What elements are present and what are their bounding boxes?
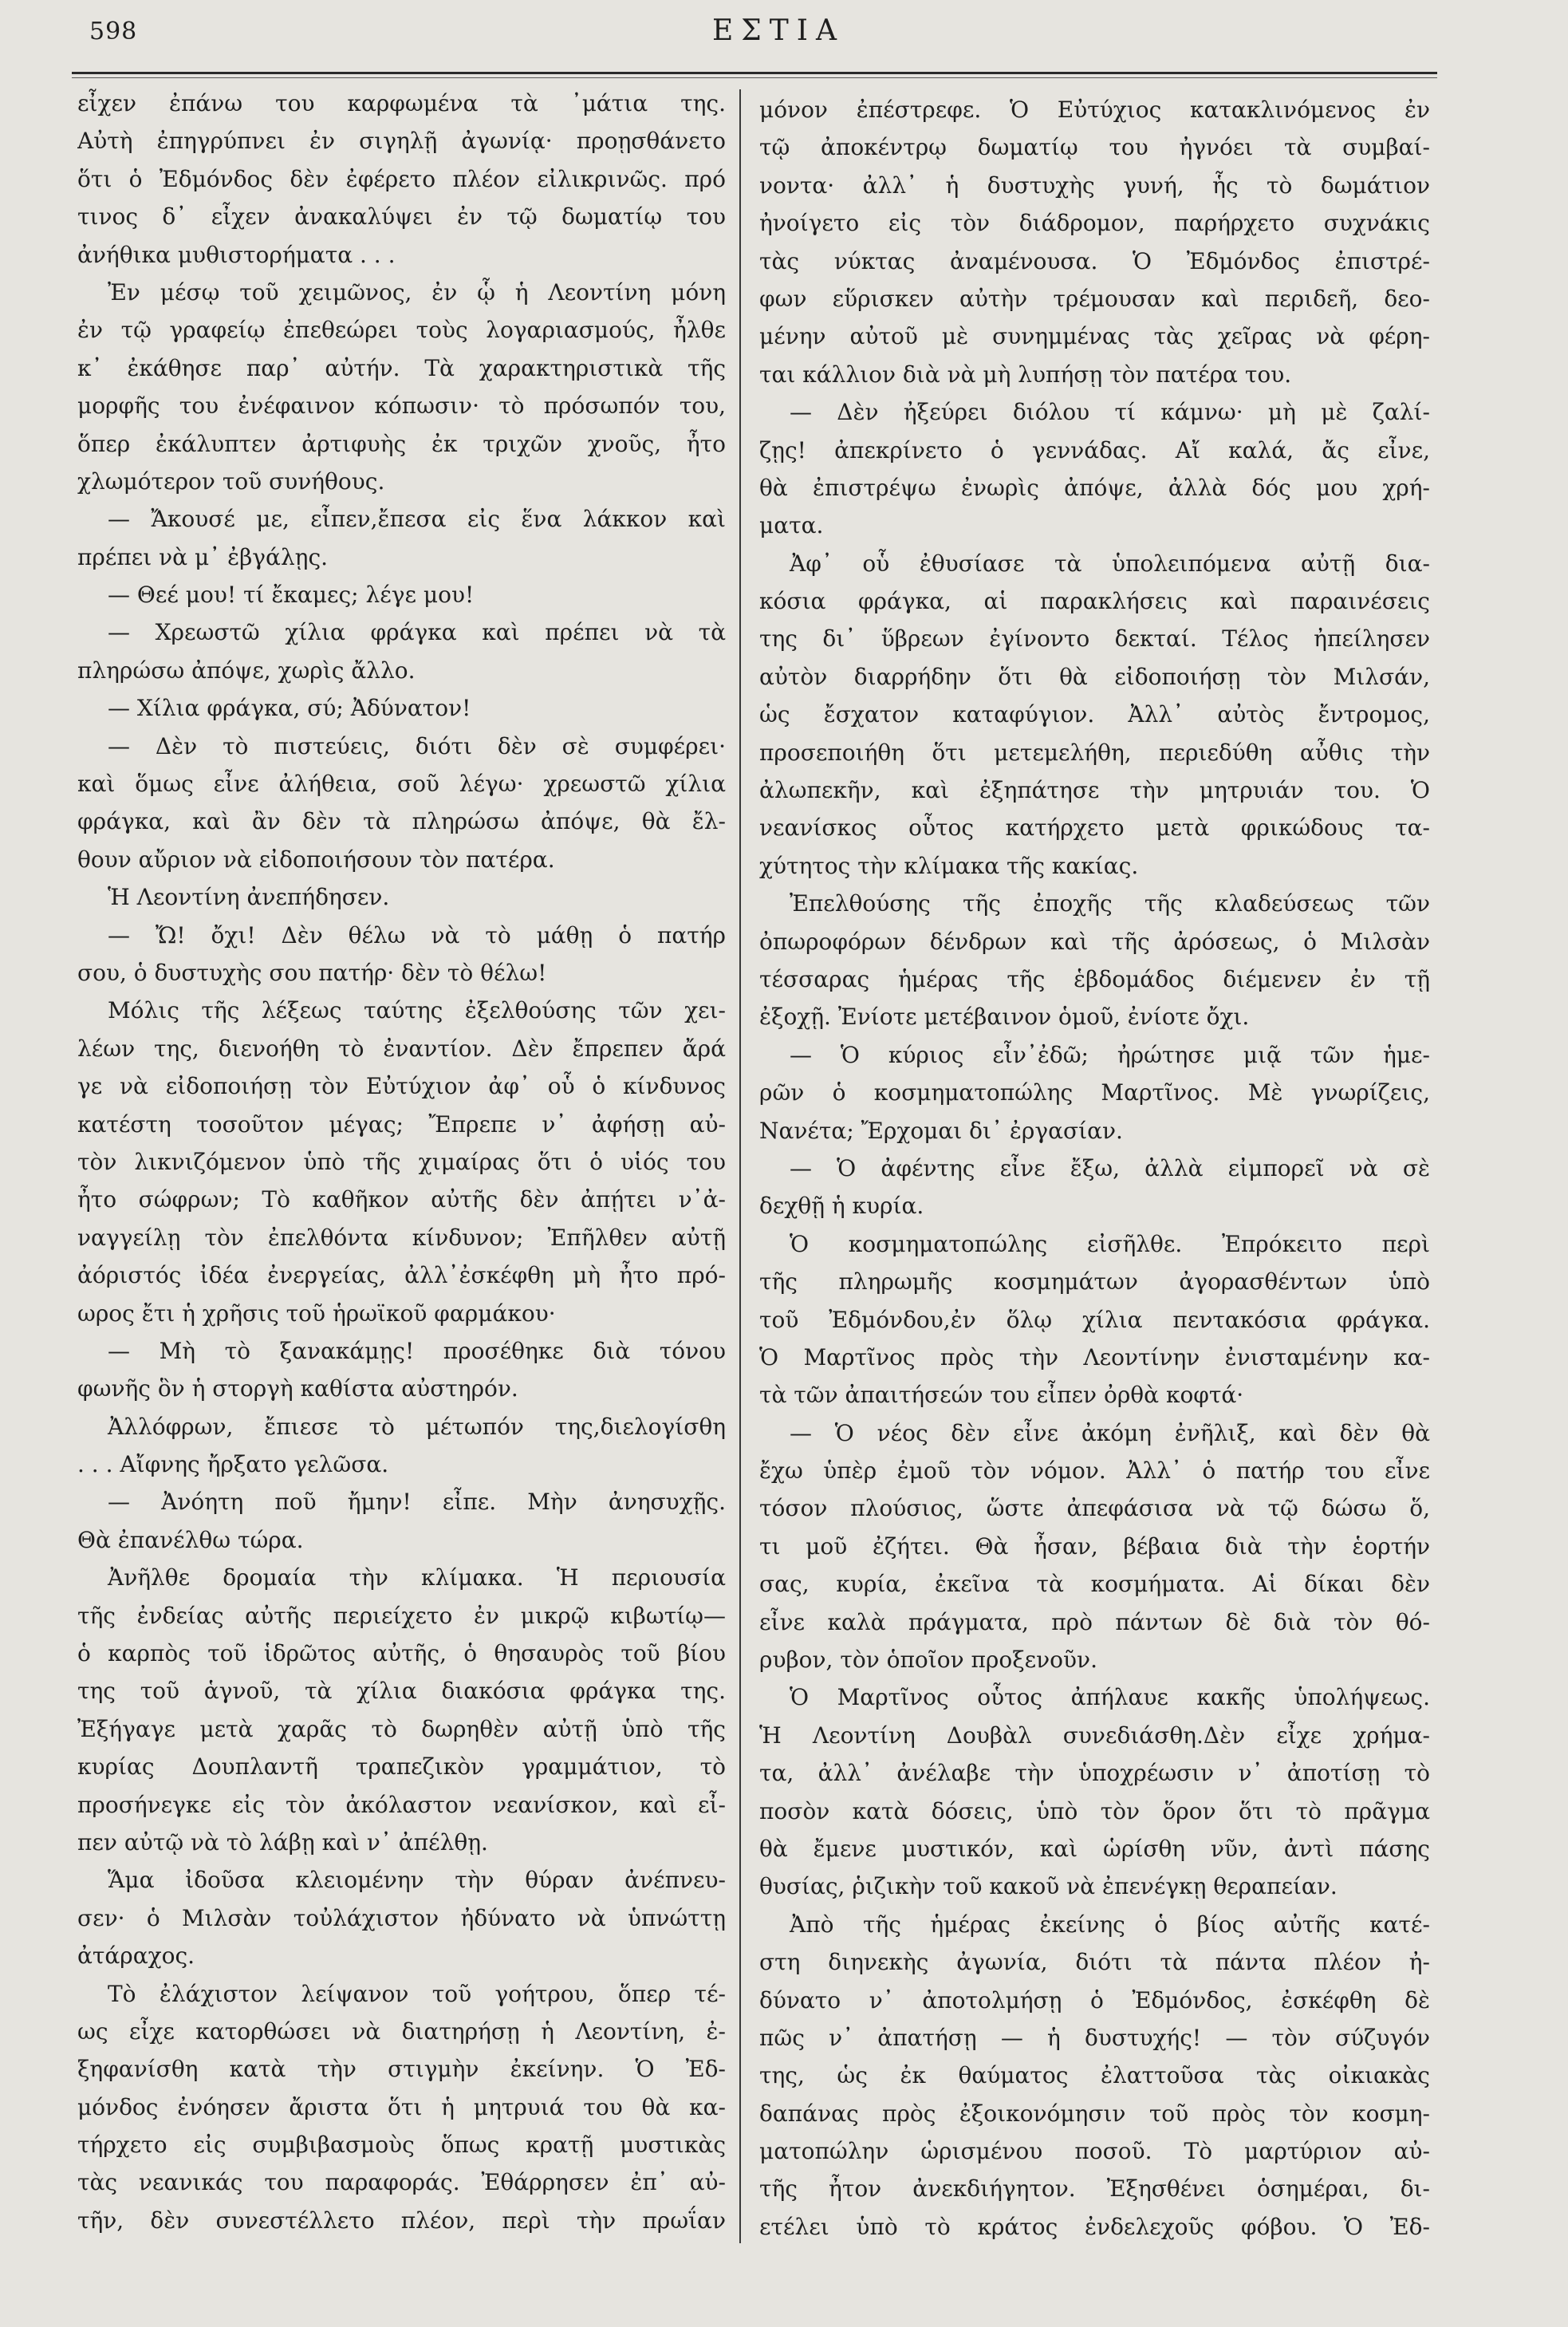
paragraph: [759, 393, 1430, 545]
text-line: της, ὡς ἐκ θαύματος ἐλαττοῦσα τὰς οἰκιακὰς: [759, 2062, 1430, 2089]
text-line: ποσὸν κατὰ δόσεις, ὑπὸ τὸν ὅρον ὅτι τὸ πρᾶγμα: [759, 1797, 1430, 1824]
paragraph: [77, 576, 726, 613]
paragraph: [77, 728, 726, 879]
paragraph: [77, 613, 726, 689]
paragraph: [759, 1414, 1430, 1679]
text-line: σου, ὁ δυστυχὴς σου πατήρ· δὲν τὸ θέλω!: [77, 959, 547, 986]
text-line: μένην αὐτοῦ μὲ συνημμένας τὰς χεῖρας νὰ φέρη-: [759, 323, 1430, 350]
text-line: ματα.: [759, 512, 824, 539]
text-line: ἠνοίγετο εἰς τὸν διάδρομον, παρήρχετο συχνάκις: [759, 210, 1430, 237]
paragraph: [77, 689, 726, 727]
text-line: κόσια φράγκα, αἱ παρακλήσεις καὶ παραινέσεις: [759, 588, 1430, 615]
right-column: [759, 91, 1430, 2253]
text-line: κυρίας Δουπλαντῆ τραπεζικὸν γραμμάτιον, τὸ: [77, 1753, 726, 1781]
header-rule-thin: [72, 77, 1437, 78]
text-line: Ἅμα ἰδοῦσα κλειομένην τὴν θύραν ἀνέπνευ-: [108, 1867, 726, 1894]
text-line: ὡς ἔσχατον καταφύγιον. Ἀλλ᾽ αὐτὸς ἔντρομος,: [759, 701, 1430, 728]
text-line: σας, κυρία, ἐκεῖνα τὰ κοσμήματα. Αἱ δίκαι δὲν: [759, 1571, 1430, 1598]
paragraph: [77, 1975, 726, 2240]
text-line: δεχθῇ ἡ κυρία.: [759, 1193, 924, 1220]
text-line: ὅπερ ἐκάλυπτεν ἀρτιφυὴς ἐκ τριχῶν χνοῦς, ἦτο: [77, 430, 726, 457]
text-line: της τοῦ ἁγνοῦ, τὰ χίλια διακόσια φράγκα της.: [77, 1678, 726, 1705]
text-line: Ἀνῆλθε δρομαία τὴν κλίμακα. Ἡ περιουσία: [108, 1564, 726, 1591]
text-line: δύνατο ν᾽ ἀποτολμήσῃ ὁ Ἐδμόνδος, ἐσκέφθη δὲ: [759, 1986, 1430, 2013]
text-line: νεανίσκος οὗτος κατήρχετο μετὰ φρικώδους τα-: [759, 814, 1430, 842]
paragraph: [77, 1559, 726, 1861]
text-line: καὶ ὅμως εἶνε ἀλήθεια, σοῦ λέγω· χρεωστῶ χίλια: [77, 771, 726, 798]
text-line: τὰ τῶν ἀπαιτήσεών του εἶπεν ὀρθὰ κοφτά·: [759, 1382, 1244, 1409]
text-line: Ἀπὸ τῆς ἡμέρας ἐκείνης ὁ βίος αὐτῆς κατέ-: [790, 1911, 1430, 1938]
paragraph: [759, 1678, 1430, 1905]
paragraph: [77, 500, 726, 576]
paragraph: [759, 1150, 1430, 1225]
text-line: ἀτάραχος.: [77, 1942, 195, 1970]
text-line: φράγκα, καὶ ἂν δὲν τὰ πληρώσω ἀπόψε, θὰ ἔλ-: [77, 808, 726, 835]
page-number: 598: [89, 18, 138, 45]
text-line: — Μὴ τὸ ξανακάμῃς! προσέθηκε διὰ τόνου: [108, 1337, 726, 1364]
text-line: τὰς νύκτας ἀναμένουσα. Ὁ Ἐδμόνδος ἐπιστρέ-: [759, 247, 1430, 274]
text-line: ως εἶχε κατορθώσει νὰ διατηρήσῃ ἡ Λεοντίνη, ἐ-: [77, 2017, 726, 2045]
text-line: θὰ ἔμενε μυστικόν, καὶ ὡρίσθη νῦν, ἀντὶ πάσης: [759, 1835, 1430, 1862]
text-line: τῷ ἀποκέντρῳ δωματίῳ του ἠγνόει τὰ συμβαί-: [759, 134, 1430, 161]
paragraph: [759, 1225, 1430, 1414]
text-line: τῆς ἐνδείας αὐτῆς περιείχετο ἐν μικρῷ κιβωτίῳ—: [77, 1602, 726, 1629]
text-line: ται κάλλιον διὰ νὰ μὴ λυπήσῃ τὸν πατέρα του.: [759, 361, 1292, 388]
text-line: — Θεέ μου! τί ἔκαμες; λέγε μου!: [108, 582, 475, 609]
text-line: ὁ καρπὸς τοῦ ἱδρῶτος αὐτῆς, ὁ θησαυρὸς τοῦ βίου: [77, 1640, 726, 1667]
text-line: εἶνε καλὰ πράγματα, πρὸ πάντων δὲ διὰ τὸν θό-: [759, 1608, 1430, 1635]
text-line: χλωμότερον τοῦ συνήθους.: [77, 467, 385, 495]
text-line: νοντα· ἀλλ᾽ ἡ δυστυχὴς γυνή, ἧς τὸ δωμάτιον: [759, 172, 1430, 199]
text-line: ζῃς! ἀπεκρίνετο ὁ γεννάδας. Αἴ καλά, ἄς εἶνε,: [759, 436, 1430, 463]
text-line: ναγγείλῃ τὸν ἐπελθόντα κίνδυνον; Ἐπῆλθεν αὐτῇ: [77, 1224, 726, 1251]
text-line: γε νὰ εἰδοποιήσῃ τὸν Εὐτύχιον ἀφ᾽ οὗ ὁ κίνδυνος: [77, 1073, 726, 1100]
text-line: ἀόριστός ἰδέα ἐνεργείας, ἀλλ᾽ἐσκέφθη μὴ ἦτο πρό-: [77, 1262, 726, 1289]
text-line: λέων της, διενοήθη τὸ ἐναντίον. Δὲν ἔπρεπεν ἄρά: [77, 1035, 726, 1062]
text-line: Ἐν μέσῳ τοῦ χειμῶνος, ἐν ᾧ ἡ Λεοντίνη μόνη: [108, 278, 726, 306]
text-line: μόνδος ἐνόησεν ἄριστα ὅτι ἡ μητρυιά του θὰ κα-: [77, 2093, 726, 2120]
text-line: πῶς ν᾽ ἀπατήσῃ — ἡ δυστυχής! — τὸν σύζυγόν: [759, 2024, 1430, 2051]
text-line: τα, ἀλλ᾽ ἀνέλαβε τὴν ὑποχρέωσιν ν᾽ ἀποτίσῃ τὸ: [759, 1760, 1430, 1787]
text-line: εἶχεν ἐπάνω του καρφωμένα τὰ ᾽μάτια της.: [77, 90, 726, 116]
text-line: Μόλις τῆς λέξεως ταύτης ἐξελθούσης τῶν χει-: [108, 997, 726, 1024]
text-line: . . . Αἴφνης ἤρξατο γελῶσα.: [77, 1451, 389, 1478]
paragraph: [77, 1483, 726, 1559]
text-line: ματοπώλην ὡρισμένου ποσοῦ. Τὸ μαρτύριον αὐ-: [759, 2138, 1430, 2165]
text-line: τόσον πλούσιος, ὥστε ἀπεφάσισα νὰ τῷ δώσω ὅ,: [759, 1495, 1430, 1522]
text-line: τὰς νεανικάς του παραφοράς. Ἐθάρρησεν ἐπ᾽ αὐ-: [77, 2169, 726, 2196]
text-line: ἦτο σώφρων; Τὸ καθῆκον αὐτῆς δὲν ἀπῄτει ν᾽ἀ-: [77, 1186, 726, 1213]
text-line: κ᾽ ἐκάθησε παρ᾽ αὐτήν. Τὰ χαρακτηριστικὰ τῆς: [77, 354, 726, 381]
text-line: ἐξοχῇ. Ἐνίοτε μετέβαινον ὁμοῦ, ἐνίοτε ὄχι.: [759, 1004, 1250, 1031]
text-line: Ὁ Μαρτῖνος οὗτος ἀπήλαυε κακῆς ὑπολήψεως.: [790, 1684, 1430, 1711]
text-line: τήρχετο εἰς συμβιβασμοὺς ὅπως κρατῇ μυστικὰς: [77, 2132, 726, 2159]
text-line: — Ὁ κύριος εἶν᾽ἐδῶ; ἠρώτησε μιᾷ τῶν ἡμε-: [790, 1041, 1430, 1068]
text-line: θὰ ἐπιστρέψω ἐνωρὶς ἀπόψε, ἀλλὰ δός μου χρή-: [759, 474, 1430, 501]
text-line: προσήνεγκε εἰς τὸν ἀκόλαστον νεανίσκον, καὶ εἶ-: [77, 1791, 726, 1818]
text-line: — Δὲν τὸ πιστεύεις, διότι δὲν σὲ συμφέρει·: [108, 732, 726, 759]
paragraph: [759, 1906, 1430, 2246]
text-line: δαπάνας πρὸς ἐξοικονόμησιν τοῦ πρὸς τὸν κοσμη-: [759, 2100, 1430, 2127]
paragraph: [759, 885, 1430, 1036]
paragraph: [77, 917, 726, 992]
text-line: — Ὤ! ὄχι! Δὲν θέλω νὰ τὸ μάθῃ ὁ πατήρ: [108, 921, 726, 949]
text-line: τὸν λικνιζόμενον ὑπὸ τῆς χιμαίρας ὅτι ὁ υἱός του: [77, 1148, 726, 1175]
text-line: τῆς πληρωμῆς κοσμημάτων ἀγορασθέντων ὑπὸ: [759, 1268, 1430, 1296]
text-line: ἀλωπεκῆν, καὶ ἐξηπάτησε τὴν μητρυιάν του. Ὁ: [759, 777, 1430, 804]
text-line: στη διηνεκὴς ἀγωνία, διότι τὰ πάντα πλέον ἠ-: [759, 1949, 1430, 1976]
left-column: [77, 85, 726, 2246]
text-line: μορφῆς του ἐνέφαινον κόπωσιν· τὸ πρόσωπόν του,: [77, 392, 726, 420]
text-line: Ἡ Λεοντίνη Δουβὰλ συνεδιάσθη.Δὲν εἶχε χρήμα-: [759, 1722, 1430, 1749]
text-line: τοῦ Ἐδμόνδου,ἐν ὅλῳ χίλια πεντακόσια φράγκα.: [759, 1306, 1430, 1333]
paragraph: [759, 545, 1430, 885]
text-line: Ἡ Λεοντίνη ἀνεπήδησεν.: [108, 884, 390, 911]
paragraph: [77, 85, 726, 274]
text-line: θουν αὔριον νὰ εἰδοποιήσουν τὸν πατέρα.: [77, 846, 555, 873]
text-line: κατέστη τοσοῦτον μέγας; Ἔπρεπε ν᾽ ἀφήσῃ αὐ-: [77, 1110, 726, 1138]
text-line: πεν αὐτῷ νὰ τὸ λάβῃ καὶ ν᾽ ἀπέλθῃ.: [77, 1828, 488, 1856]
text-line: τῆν, δὲν συνεστέλλετο πλέον, περὶ τὴν πρωΐαν: [77, 2207, 726, 2234]
text-line: αὐτὸν διαρρήδην ὅτι θὰ εἰδοποιήσῃ τὸν Μιλσάν,: [759, 663, 1430, 690]
paragraph: [77, 878, 726, 916]
text-line: — Ἀνόητη ποῦ ἤμην! εἶπε. Μὴν ἀνησυχῇς.: [108, 1489, 726, 1516]
paragraph: [77, 1861, 726, 1974]
text-line: Τὸ ἐλάχιστον λείψανον τοῦ γοήτρου, ὅπερ τέ-: [108, 1980, 726, 2007]
column-divider: [739, 89, 741, 2243]
text-line: ωρος ἔτι ἡ χρῆσις τοῦ ἡρωϊκοῦ φαρμάκου·: [77, 1300, 556, 1327]
text-line: ρῶν ὁ κοσμηματοπώλης Μαρτῖνος. Μὲ γνωρίζεις,: [759, 1079, 1430, 1106]
text-line: της δι᾽ ὕβρεων ἐγίνοντο δεκταί. Τέλος ἠπείλησεν: [759, 625, 1430, 653]
text-line: — Χρεωστῶ χίλια φράγκα καὶ πρέπει νὰ τὰ: [108, 619, 726, 646]
paragraph: [759, 91, 1430, 393]
text-line: τινος δ᾽ εἶχεν ἀνακαλύψει ἐν τῷ δωματίῳ του: [77, 203, 726, 231]
text-line: Ὁ Μαρτῖνος πρὸς τὴν Λεοντίνην ἐνισταμένην κα-: [759, 1343, 1430, 1371]
text-line: θυσίας, ῥιζικὴν τοῦ κακοῦ νὰ ἐπενέγκῃ θεραπείαν.: [759, 1873, 1338, 1900]
text-line: Θὰ ἐπανέλθω τώρα.: [77, 1526, 304, 1553]
text-line: μόνον ἐπέστρεφε. Ὁ Εὐτύχιος κατακλινόμενος ἐν: [759, 97, 1430, 123]
text-line: Ὁ κοσμηματοπώλης εἰσῆλθε. Ἐπρόκειτο περὶ: [790, 1230, 1430, 1257]
header-rule: [72, 72, 1437, 74]
text-line: — Ὁ νέος δὲν εἶνε ἀκόμη ἐνῆλιξ, καὶ δὲν θὰ: [790, 1419, 1430, 1446]
text-line: ρυβον, τὸν ὁποῖον προξενοῦν.: [759, 1647, 1097, 1674]
text-line: ἀνήθικα μυθιστορήματα . . .: [77, 241, 396, 268]
text-line: ξηφανίσθη κατὰ τὴν στιγμὴν ἐκείνην. Ὁ Ἐδ-: [77, 2056, 726, 2083]
journal-title: ΕΣΤΙΑ: [712, 14, 845, 47]
text-line: ὀπωροφόρων δένδρων καὶ τῆς ἀρόσεως, ὁ Μιλσὰν: [759, 928, 1430, 955]
text-line: — Δὲν ἠξεύρει διόλου τί κάμνω· μὴ μὲ ζαλί-: [790, 399, 1430, 426]
text-line: ὅτι ὁ Ἐδμόνδος δὲν ἐφέρετο πλέον εἰλικρινῶς. πρό: [77, 165, 726, 192]
text-line: Νανέτα; Ἔρχομαι δι᾽ ἐργασίαν.: [759, 1117, 1123, 1144]
text-line: ἐν τῷ γραφείῳ ἐπεθεώρει τοὺς λογαριασμούς, ἦλθε: [77, 317, 726, 344]
text-line: τέσσαρας ἡμέρας τῆς ἑβδομάδος διέμενεν ἐν τῇ: [759, 965, 1430, 992]
paragraph: [77, 1408, 726, 1484]
text-line: Ἐπελθούσης τῆς ἐποχῆς τῆς κλαδεύσεως τῶν: [790, 890, 1430, 917]
text-line: — Ἄκουσέ με, εἶπεν,ἔπεσα εἰς ἕνα λάκκον καὶ: [108, 506, 726, 533]
paragraph: [77, 274, 726, 500]
paragraph: [77, 1332, 726, 1408]
text-line: Ἀφ᾽ οὗ ἐθυσίασε τὰ ὑπολειπόμενα αὐτῇ δια-: [790, 550, 1430, 577]
text-line: ἔχω ὑπὲρ ἐμοῦ τὸν νόμον. Ἀλλ᾽ ὁ πατήρ του εἶνε: [759, 1457, 1430, 1485]
paragraph: [759, 1036, 1430, 1150]
text-line: πληρώσω ἀπόψε, χωρὶς ἄλλο.: [77, 657, 416, 684]
text-line: τῆς ἦτον ἀνεκδιήγητον. Ἐξησθένει ὁσημέραι, δι-: [759, 2175, 1430, 2203]
text-line: φωνῆς ὃν ἡ στοργὴ καθίστα αὐστηρόν.: [77, 1375, 518, 1402]
text-line: φων εὕρισκεν αὐτὴν τρέμουσαν καὶ περιδεῆ, δεο-: [759, 285, 1430, 312]
text-line: Ἀλλόφρων, ἔπιεσε τὸ μέτωπόν της,διελογίσθη: [108, 1413, 726, 1440]
text-line: — Χίλια φράγκα, σύ; Ἀδύνατον!: [108, 695, 471, 722]
text-line: πρέπει νὰ μ᾽ ἐβγάλῃς.: [77, 543, 329, 570]
text-line: χύτητος τὴν κλίμακα τῆς κακίας.: [759, 852, 1139, 879]
text-line: σεν· ὁ Μιλσὰν τοὐλάχιστον ἠδύνατο νὰ ὑπνώττῃ: [77, 1904, 726, 1931]
text-line: ετέλει ὑπὸ τὸ κράτος ἐνδελεχοῦς φόβου. Ὁ Ἐδ-: [759, 2213, 1430, 2240]
paragraph: [77, 992, 726, 1332]
text-line: — Ὁ ἀφέντης εἶνε ἔξω, ἀλλὰ εἰμπορεῖ νὰ σὲ: [790, 1154, 1430, 1181]
text-line: τι μοῦ ἐζήτει. Θὰ ἦσαν, βέβαια διὰ τὴν ἑορτήν: [759, 1532, 1430, 1560]
text-line: προσεποιήθη ὅτι μετεμελήθη, περιεδύθη αὖθις τὴν: [759, 739, 1430, 766]
text-line: Ἐξήγαγε μετὰ χαρᾶς τὸ δωρηθὲν αὐτῇ ὑπὸ τῆς: [77, 1715, 726, 1742]
text-line: Αὐτὴ ἐπηγρύπνει ἐν σιγηλῇ ἀγωνίᾳ· προῃσθάνετο: [77, 128, 726, 155]
